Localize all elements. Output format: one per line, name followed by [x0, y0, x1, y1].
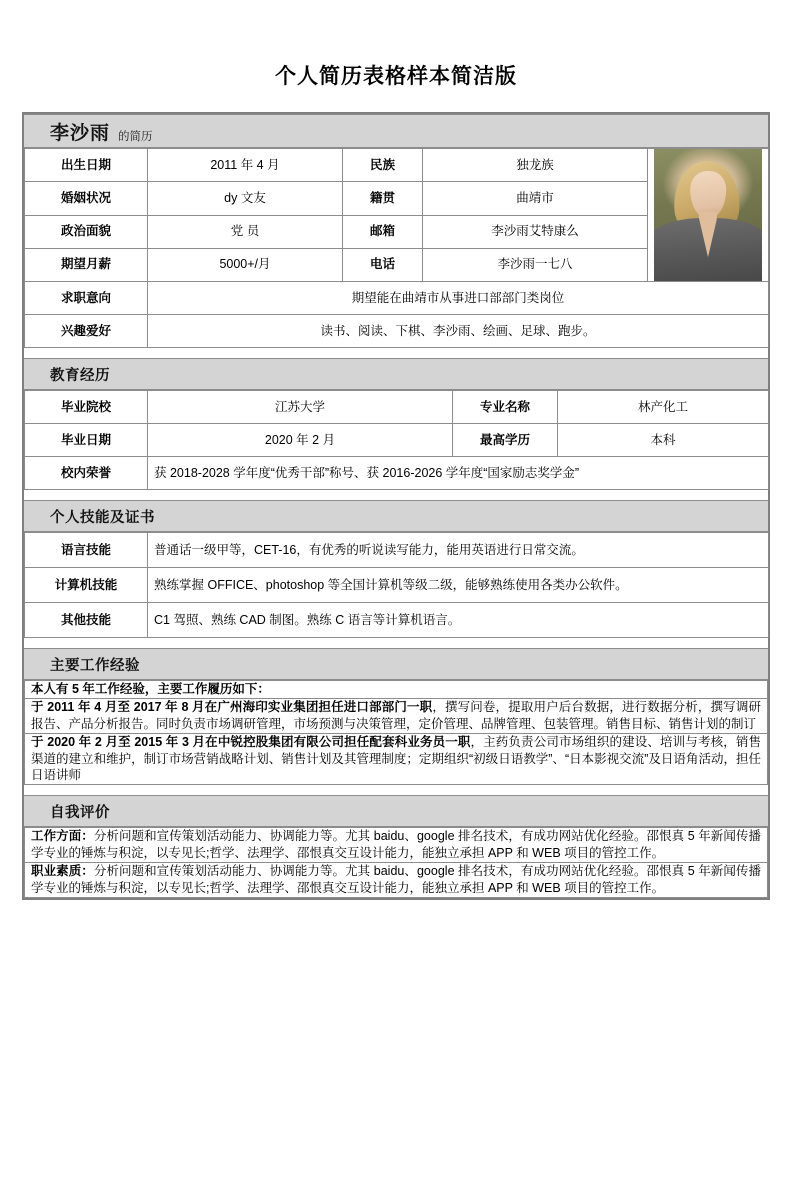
photo-cell	[648, 149, 769, 282]
experience-item-2-detail: ，主药负责公司市场组织的建设、培训与考核，销售渠道的建立和维护，制订市场营销战略计划、销售计划及其管理制度；定期组织“初级日语教学”、“日本影视交流”及日语角活动，担任日语讲师	[31, 734, 761, 783]
graduation-date-label: 毕业日期	[25, 424, 148, 457]
computer-skill-label: 计算机技能	[25, 568, 148, 603]
section-header-education	[24, 358, 768, 390]
table-row	[25, 733, 768, 785]
ethnicity-label: 民族	[343, 149, 423, 182]
section-gap	[24, 785, 768, 795]
name-banner	[24, 114, 768, 148]
school-value: 江苏大学	[148, 391, 453, 424]
skills-table	[24, 532, 769, 638]
birthdate-label: 出生日期	[25, 149, 148, 182]
phone-value: 李沙雨一七八	[423, 248, 648, 281]
section-title-skills: 个人技能及证书	[50, 509, 155, 526]
hometown-label: 籍贯	[343, 182, 423, 215]
graduation-date-value: 2020 年 2 月	[148, 424, 453, 457]
other-skill-value: C1 驾照、熟练 CAD 制图。熟练 C 语言等计算机语言。	[148, 603, 769, 638]
experience-table	[24, 680, 768, 785]
table-row	[25, 457, 769, 490]
evaluation-item-1-text: 分析问题和宣传策划活动能力、协调能力等。尤其 baidu、google 排名技术，有成功网站优化经验。邵恨真 5 年新闻传播学专业的锤炼与积淀，以专见长;哲学、法理学、邵恨真交互设计能力，能独立承担 APP 和 WEB 项目的管控工作。	[31, 829, 761, 861]
table-row	[25, 698, 768, 733]
language-skill-value: 普通话一级甲等，CET-16，有优秀的听说读写能力，能用英语进行日常交流。	[148, 533, 769, 568]
resume-page	[0, 60, 792, 1180]
hobbies-value: 读书、阅读、下棋、李沙雨、绘画、足球、跑步。	[148, 315, 769, 348]
education-table	[24, 390, 769, 490]
table-row	[25, 681, 768, 699]
email-label: 邮箱	[343, 215, 423, 248]
table-row	[25, 603, 769, 638]
experience-item-2-title: 于 2020 年 2 月至 2015 年 3 月在中锐控股集团有限公司担任配套科业务员一职	[31, 734, 471, 749]
personal-info-table	[24, 148, 769, 348]
candidate-name: 李沙雨	[50, 122, 111, 144]
ethnicity-value: 独龙族	[423, 149, 648, 182]
objective-label: 求职意向	[25, 282, 148, 315]
evaluation-item-2-label: 职业素质：	[31, 864, 94, 878]
experience-item-2	[25, 733, 768, 785]
birthdate-value: 2011 年 4 月	[148, 149, 343, 182]
evaluation-table	[24, 827, 768, 898]
evaluation-item-2	[25, 863, 768, 898]
section-gap	[24, 348, 768, 358]
experience-intro-text: 本人有 5 年工作经验，主要工作履历如下：	[31, 682, 270, 696]
resume-table	[22, 112, 770, 900]
honors-label: 校内荣誉	[25, 457, 148, 490]
name-suffix-label: 的简历	[118, 131, 153, 143]
section-header-experience	[24, 648, 768, 680]
table-row	[25, 282, 769, 315]
school-label: 毕业院校	[25, 391, 148, 424]
email-value: 李沙雨艾特康么	[423, 215, 648, 248]
phone-label: 电话	[343, 248, 423, 281]
language-skill-label: 语言技能	[25, 533, 148, 568]
objective-value: 期望能在曲靖市从事进口部部门类岗位	[148, 282, 769, 315]
experience-item-1-detail: ，撰写问卷，提取用户后台数据，进行数据分析，撰写调研报告、产品分析报告。同时负责市场调研管理，市场预测与决策管理，定价管理、品牌管理、包装管理。销售目标、销售计划的制订	[31, 699, 761, 731]
salary-value: 5000+/月	[148, 248, 343, 281]
table-row	[25, 533, 769, 568]
degree-label: 最高学历	[453, 424, 558, 457]
hobbies-label: 兴趣爱好	[25, 315, 148, 348]
marital-value: dy 文友	[148, 182, 343, 215]
major-value: 林产化工	[558, 391, 769, 424]
political-label: 政治面貌	[25, 215, 148, 248]
table-row	[25, 424, 769, 457]
table-row	[25, 315, 769, 348]
table-row	[25, 863, 768, 898]
salary-label: 期望月薪	[25, 248, 148, 281]
marital-label: 婚姻状况	[25, 182, 148, 215]
experience-item-1-title: 于 2011 年 4 月至 2017 年 8 月在广州海印实业集团担任进口部部门一职	[31, 699, 433, 714]
evaluation-item-1-label: 工作方面：	[31, 829, 94, 844]
degree-value: 本科	[558, 424, 769, 457]
experience-intro	[25, 681, 768, 699]
honors-value: 获 2018-2028 学年度“优秀干部”称号、获 2016-2026 学年度“国家励志奖学金”	[148, 457, 769, 490]
page-title: 个人简历表格样本简洁版	[275, 65, 517, 88]
hometown-value: 曲靖市	[423, 182, 648, 215]
section-title-education: 教育经历	[50, 367, 110, 384]
computer-skill-value: 熟练掌握 OFFICE、photoshop 等全国计算机等级二级，能够熟练使用各类办公软件。	[148, 568, 769, 603]
table-row	[25, 391, 769, 424]
table-row	[25, 568, 769, 603]
political-value: 党 员	[148, 215, 343, 248]
table-row	[25, 828, 768, 863]
other-skill-label: 其他技能	[25, 603, 148, 638]
table-row	[25, 149, 769, 182]
portrait-photo	[654, 149, 762, 281]
section-title-experience: 主要工作经验	[50, 657, 140, 674]
section-header-skills	[24, 500, 768, 532]
section-gap	[24, 638, 768, 648]
experience-item-1	[25, 698, 768, 733]
evaluation-item-2-text: 分析问题和宣传策划活动能力、协调能力等。尤其 baidu、google 排名技术，有成功网站优化经验。邵恨真 5 年新闻传播学专业的锤炼与积淀，以专见长;哲学、法理学、邵恨真交互设计能力，能独立承担 APP 和 WEB 项目的管控工作。	[31, 864, 761, 895]
section-gap	[24, 490, 768, 500]
major-label: 专业名称	[453, 391, 558, 424]
evaluation-item-1	[25, 828, 768, 863]
section-header-evaluation	[24, 795, 768, 827]
section-title-evaluation: 自我评价	[50, 804, 110, 821]
